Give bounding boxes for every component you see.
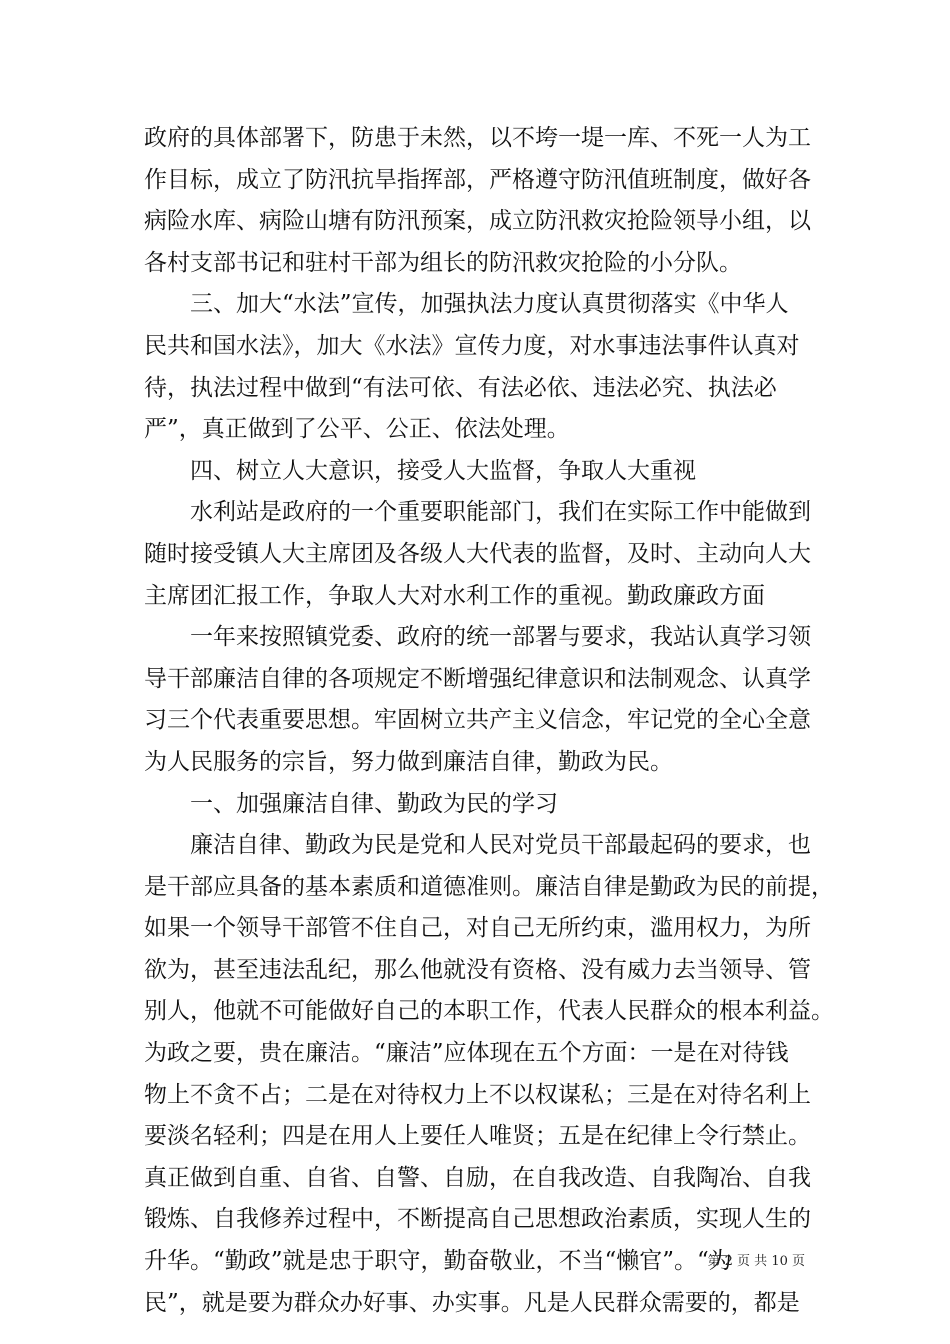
text-line: 为政之要，贵在廉洁。“廉洁”应体现在五个方面：一是在对待钱 [144, 1040, 789, 1067]
text-line: 病险水库、病险山塘有防汛预案，成立防汛救灾抢险领导小组，以 [144, 208, 811, 235]
text-line: 真正做到自重、自省、自警、自励，在自我改造、自我陶冶、自我 [144, 1164, 811, 1191]
text-line: 待，执法过程中做到“有法可依、有法必依、违法必究、执法必 [144, 374, 777, 401]
text-line: 民”，就是要为群众办好事、办实事。凡是人民群众需要的，都是 [144, 1289, 800, 1316]
document-body [144, 118, 834, 1324]
section-heading: 四、树立人大意识，接受人大监督，争取人大重视 [190, 457, 696, 484]
text-line: 要淡名轻利；四是在用人上要任人唯贤；五是在纪律上令行禁止。 [144, 1123, 811, 1150]
text-line: 欲为，甚至违法乱纪，那么他就没有资格、没有威力去当领导、管 [144, 956, 811, 983]
text-line: 升华。“勤政”就是忠于职守，勤奋敬业，不当“懒官”。“为 [144, 1248, 732, 1275]
text-line: 主席团汇报工作，争取人大对水利工作的重视。勤政廉政方面 [144, 582, 765, 609]
text-line: 三、加大“水法”宣传，加强执法力度认真贯彻落实《中华人 [190, 291, 789, 318]
text-line: 习三个代表重要思想。牢固树立共产主义信念，牢记党的全心全意 [144, 707, 811, 734]
text-line: 严”，真正做到了公平、公正、依法处理。 [144, 416, 570, 443]
text-line: 锻炼、自我修养过程中，不断提高自己思想政治素质，实现人生的 [144, 1206, 811, 1233]
text-line: 随时接受镇人大主席团及各级人大代表的监督，及时、主动向人大 [144, 540, 811, 567]
text-line: 别人，他就不可能做好自己的本职工作，代表人民群众的根本利益。 [144, 998, 834, 1025]
text-line: 如果一个领导干部管不住自己，对自己无所约束，滥用权力，为所 [144, 915, 811, 942]
text-line: 导干部廉洁自律的各项规定不断增强纪律意识和法制观念、认真学 [144, 665, 811, 692]
text-line: 政府的具体部署下，防患于未然，以不垮一堤一库、不死一人为工 [144, 125, 811, 151]
text-line: 民共和国水法》，加大《水法》宣传力度，对水事违法事件认真对 [144, 332, 800, 359]
text-line: 水利站是政府的一个重要职能部门，我们在实际工作中能做到 [190, 499, 811, 526]
text-line: 作目标，成立了防汛抗旱指挥部，严格遵守防汛值班制度，做好各 [144, 166, 811, 193]
text-line: 是干部应具备的基本素质和道德准则。廉洁自律是勤政为民的前提， [144, 873, 834, 900]
text-line: 为人民服务的宗旨，努力做到廉洁自律，勤政为民。 [144, 748, 673, 775]
text-line: 各村支部书记和驻村干部为组长的防汛救灾抢险的小分队。 [144, 249, 742, 276]
text-line: 物上不贪不占；二是在对待权力上不以权谋私；三是在对待名利上 [144, 1081, 811, 1108]
page-number: 第 2 页 共 10 页 [707, 1254, 805, 1269]
section-heading: 一、加强廉洁自律、勤政为民的学习 [190, 790, 558, 817]
text-line: 廉洁自律、勤政为民是党和人民对党员干部最起码的要求，也 [190, 832, 811, 859]
text-line: 一年来按照镇党委、政府的统一部署与要求，我站认真学习领 [190, 624, 811, 651]
